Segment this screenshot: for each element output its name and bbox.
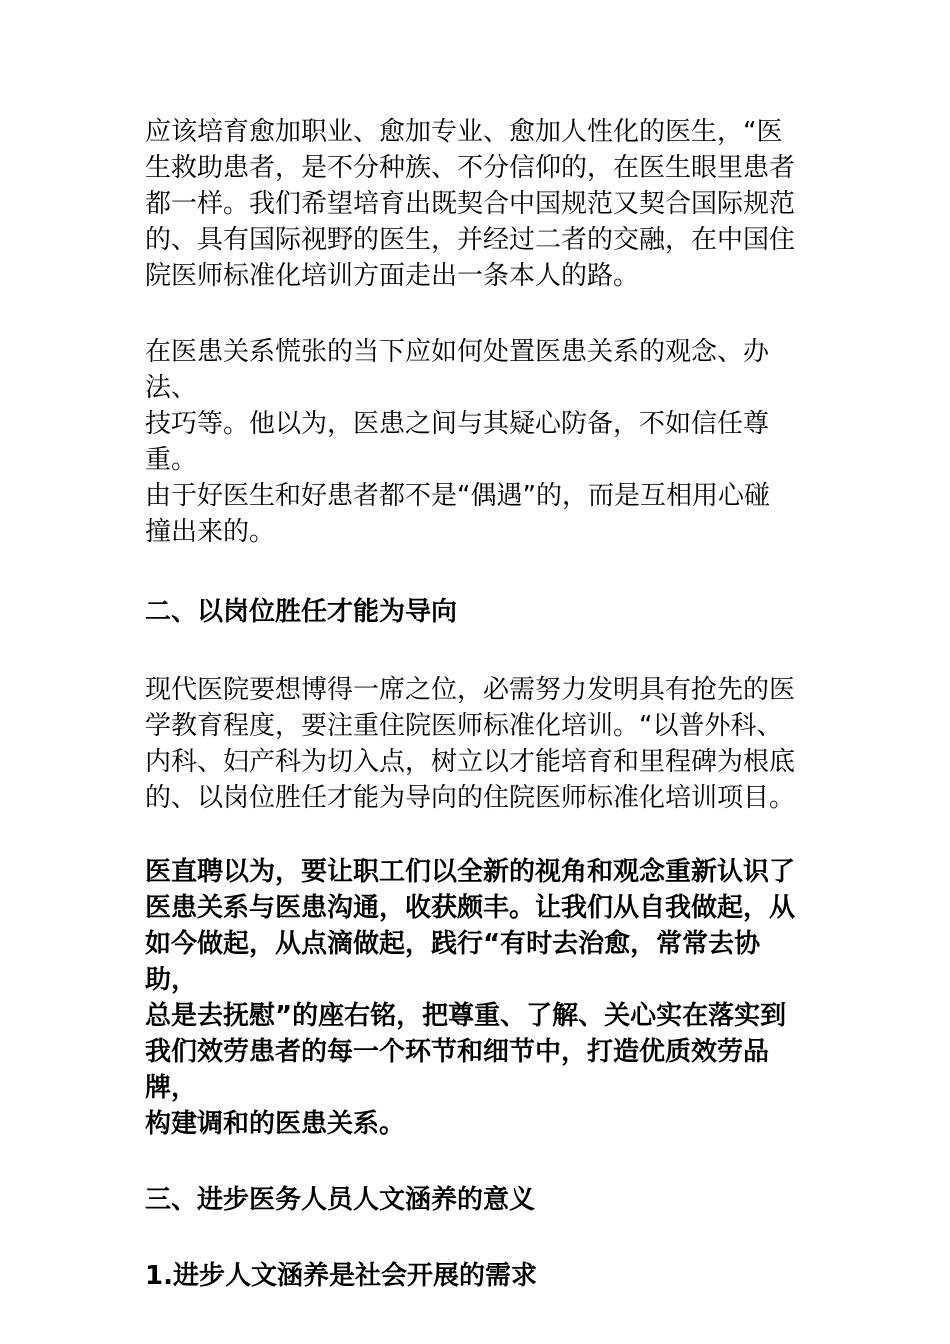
subsection-heading: 1.进步人文涵养是社会开展的需求 [145, 1261, 537, 1291]
section-heading: 三、进步医务人员人文涵养的意义 [145, 1185, 536, 1215]
paragraph: 在医患关系慌张的当下应如何处置医患关系的观念、办法、 技巧等。他以为，医患之间与其疑心防备，不如信任尊重。 由于好医生和好患者都不是“偶遇”的，而是互相用心碰 撞出来的。 [145, 337, 770, 547]
bold-paragraph: 医直聘以为，要让职工们以全新的视角和观念重新认识了 医患关系与医患沟通，收获颇丰。让我们从自我做起，从 如今做起，从点滴做起，践行“有时去治愈，常常去协助， 总是去抚慰”的座右铭，把尊重、了解、关心实在落实到 我们效劳患者的每一个环节和细节中，打造优质效劳品牌， 构建调和的医患关系。 [145, 857, 796, 1139]
section-heading: 二、以岗位胜任才能为导向 [145, 597, 458, 627]
paragraph: 现代医院要想博得一席之位，必需努力发明具有抢先的医 学教育程度，要注重住院医师标准化培训。“以普外科、 内科、妇产科为切入点，树立以才能培育和里程碑为根底 的、以岗位胜任才能为导向的住院医师标准化培训项目。 [145, 675, 796, 813]
document-body [145, 114, 805, 1294]
paragraph: 应该培育愈加职业、愈加专业、愈加人性化的医生，“医 生救助患者，是不分种族、不分信仰的，在医生眼里患者 都一样。我们希望培育出既契合中国规范又契合国际规范 的、具有国际视野的医生，并经过二者的交融，在中国住 院医师标准化培训方面走出一条本人的路。 [145, 117, 796, 291]
